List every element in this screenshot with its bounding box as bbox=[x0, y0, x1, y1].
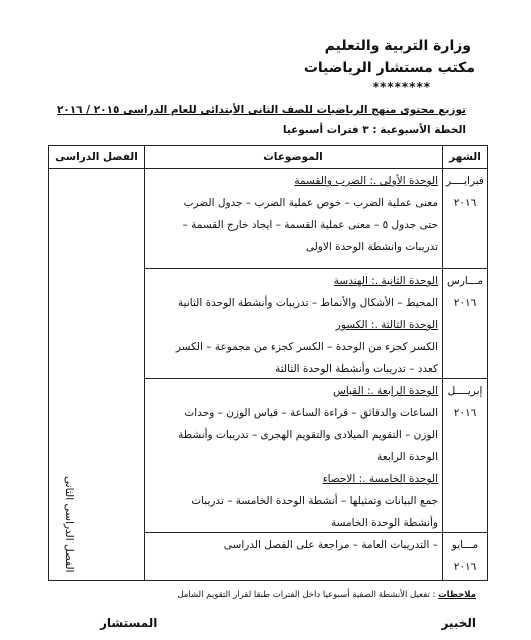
topic-line: المحيط – الأشكال والأنماط – تدريبات وأنشطة الوحدة الثانية bbox=[178, 297, 438, 309]
month-name: مـــايو bbox=[451, 539, 479, 551]
month-year: ٢٠١٦ bbox=[453, 297, 477, 309]
semester-label: الفصل الدراسى الثانى bbox=[63, 476, 75, 573]
topic-line: كعدد – تدريبات وأنشطة الوحدة الثالثة bbox=[275, 363, 438, 375]
unit-title: الوحدة الرابعة .: القياس bbox=[333, 385, 438, 397]
signature-expert: الخبير bbox=[441, 616, 476, 630]
month-name: فبرايــــر bbox=[446, 175, 484, 187]
month-name: مـــارس bbox=[447, 275, 483, 287]
unit-title: الوحدة الخامسة .: الاحصاء bbox=[322, 473, 438, 485]
month-year: ٢٠١٦ bbox=[453, 197, 477, 209]
topic-line: الساعات والدقائق – قراءة الساعة – قياس الوزن – وحدات bbox=[184, 407, 438, 419]
month-name: إبريــــل bbox=[447, 385, 483, 397]
month-header: الشهر bbox=[449, 151, 481, 163]
column-divider bbox=[144, 146, 145, 580]
row-divider bbox=[144, 268, 487, 269]
topic-line: الكسر كجزء من الوحدة – الكسر كجزء من مجموعة – الكسر bbox=[175, 341, 438, 353]
notes-text: : تفعيل الأنشطة الصفية أسبوعيا داخل الفترات طبقا لقرار التقويم الشامل bbox=[177, 590, 436, 600]
unit-title: الوحدة الأولى .: الضرب والقسمة bbox=[294, 175, 438, 187]
document-title: توزيع محتوى منهج الرياضيات للصف الثانى الأبتدائى للعام الدراسى ٢٠١٥ / ٢٠١٦ bbox=[56, 104, 466, 116]
notes-label: ملاحظات bbox=[438, 590, 476, 600]
notes bbox=[177, 590, 476, 600]
weekly-plan-note: الخطة الأسبوعية : ٣ فترات أسبوعيا bbox=[282, 124, 466, 136]
month-year: ٢٠١٦ bbox=[453, 561, 477, 573]
topic-line: وأنشطة الوحدة الخامسة bbox=[331, 517, 438, 529]
unit-title: الوحدة الثالثة .: الكسور bbox=[335, 319, 438, 331]
curriculum-table bbox=[48, 145, 488, 581]
topic-line: تدريبات وانشطة الوحدة الاولى bbox=[305, 241, 438, 253]
month-year: ٢٠١٦ bbox=[453, 407, 477, 419]
semester-header: الفصل الدراسى bbox=[55, 151, 138, 163]
topic-line: الوزن – التقويم الميلادى والتقويم الهجرى – تدريبات وأنشطة bbox=[178, 429, 438, 441]
office-name: مكتب مستشار الرياضيات bbox=[303, 60, 475, 76]
topic-line: معنى عملية الضرب – خوص عملية الضرب – جدول الضرب bbox=[183, 197, 438, 209]
stars-divider: ******** bbox=[372, 80, 431, 94]
ministry-name: وزارة التربية والتعليم bbox=[324, 38, 471, 54]
topic-line: حتى جدول ٥ – معنى عملية القسمة – ايجاد خارج القسمة – bbox=[182, 219, 438, 231]
header-divider bbox=[49, 168, 487, 169]
topic-line: – التدريبات العامة – مراجعة على الفصل الدراسى bbox=[223, 539, 438, 551]
topic-line: الوحدة الرابعة bbox=[377, 451, 438, 463]
topics-header: الموضوعات bbox=[263, 151, 323, 163]
signature-advisor: المستشار bbox=[100, 616, 158, 630]
unit-title: الوحدة الثانية .: الهندسة bbox=[333, 275, 438, 287]
topic-line: جمع البيانات وتمثيلها – أنشطة الوحدة الخامسة – تدريبات bbox=[191, 495, 438, 507]
